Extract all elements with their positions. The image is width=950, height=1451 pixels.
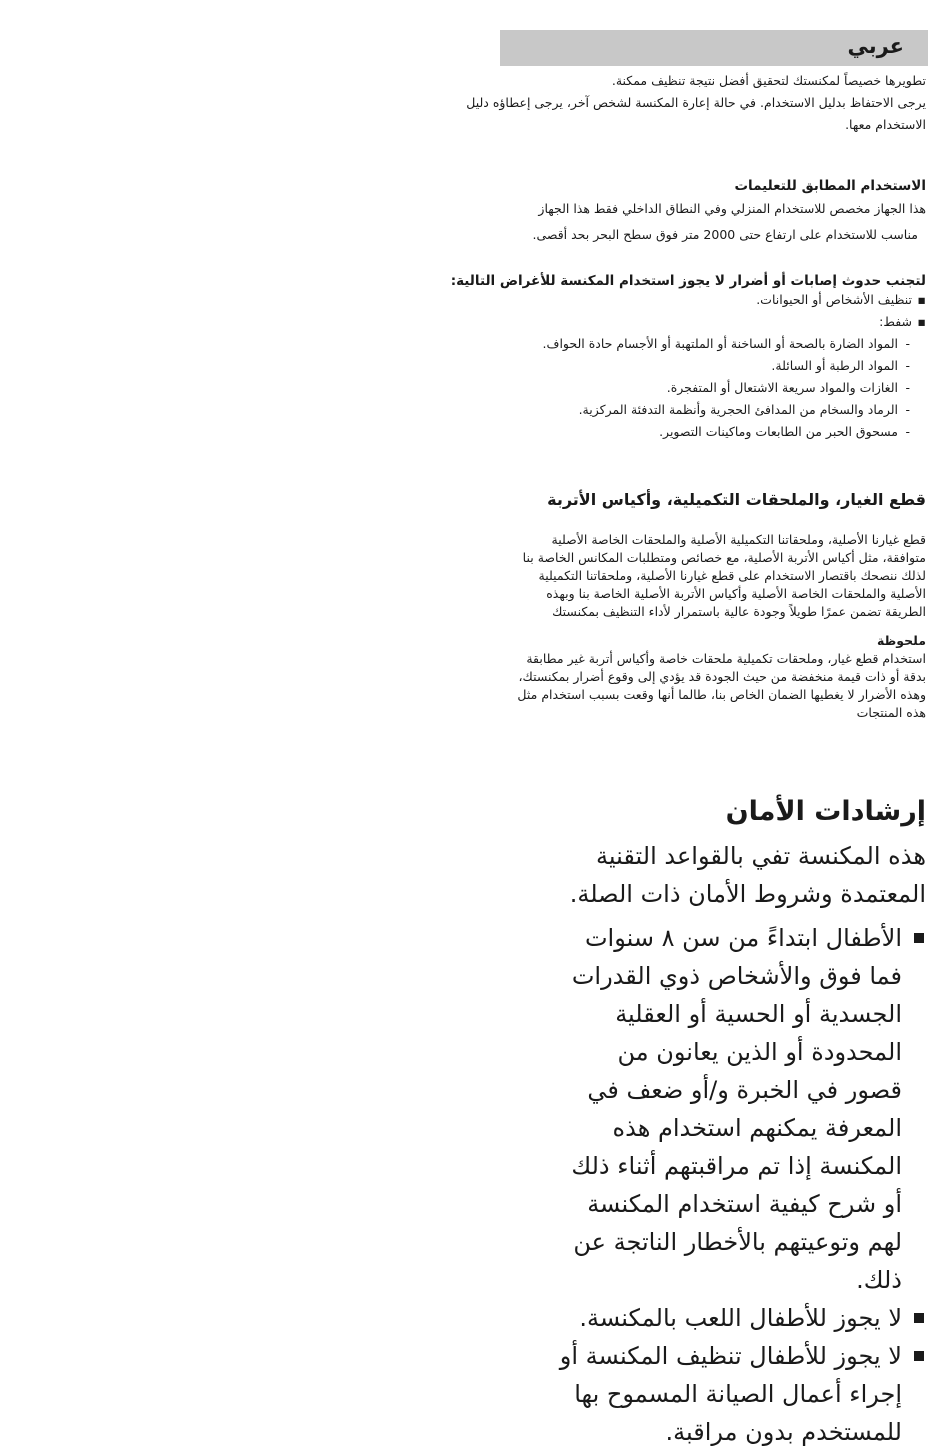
usage-line-2: مناسب للاستخدام على ارتفاع حتى 2000 متر فوق سطح البحر بحد أقصى. xyxy=(532,227,918,242)
parts-title: قطع الغيار، والملحقات التكميلية، وأكياس الأتربة xyxy=(547,490,926,509)
list-item: - الغازات والمواد سريعة الاشتعال أو المتفجرة. xyxy=(426,377,912,399)
list-item: ▪ شفط: xyxy=(426,311,926,333)
list-item: لا يجوز للأطفال اللعب بالمكنسة. xyxy=(556,1299,926,1337)
note-body: استخدام قطع غيار، وملحقات تكميلية ملحقات خاصة وأكياس أتربة غير مطابقة بدقة أو ذات قيمة منخفضة من حيث الجودة قد يؤدي إلى وقوع أضرار بمكنستك، وهذه الأضرار لا يغطيها الضمان الخاص بنا، طالما أنها وقعت بسبب استخدام مثل هذه المنتجات xyxy=(517,651,926,720)
safety-list xyxy=(556,919,926,1451)
safety-section xyxy=(556,796,926,1451)
list-item: - مسحوق الحبر من الطابعات وماكينات التصوير. xyxy=(426,421,912,443)
intro-text xyxy=(436,70,926,136)
list-item: - المواد الرطبة أو السائلة. xyxy=(426,355,912,377)
avoid-bullet-list xyxy=(426,289,926,333)
list-item: الأطفال ابتداءً من سن ٨ سنوات فما فوق والأشخاص ذوي القدرات الجسدية أو الحسية أو العقلية المحدودة أو الذين يعانون من قصور في الخبرة و/أو ضعف في المعرفة يمكنهم استخدام هذه المكنسة إذا تم مراقبتهم أثناء ذلك أو شرح كيفية استخدام المكنسة لهم وتوعيتهم بالأخطار الناتجة عن ذلك. xyxy=(556,919,926,1299)
avoid-section xyxy=(426,273,926,443)
language-header-bar xyxy=(500,30,928,66)
list-item: - الرماد والسخام من المدافئ الحجرية وأنظمة التدفئة المركزية. xyxy=(426,399,912,421)
list-item: - المواد الضارة بالصحة أو الساخنة أو الملتهبة أو الأجسام حادة الحواف. xyxy=(426,333,912,355)
language-label: عربي xyxy=(847,34,904,58)
avoid-title: لتجنب حدوث إصابات أو أضرار لا يجوز استخدام المكنسة للأغراض التالية: xyxy=(450,273,926,289)
usage-section xyxy=(426,178,926,246)
safety-title: إرشادات الأمان xyxy=(725,796,926,827)
usage-line-1: هذا الجهاز مخصص للاستخدام المنزلي وفي النطاق الداخلي فقط هذا الجهاز xyxy=(538,201,926,216)
parts-section xyxy=(506,490,926,722)
intro-line-2: يرجى الاحتفاظ بدليل الاستخدام. في حالة إعارة المكنسة لشخص آخر، يرجى إعطاؤه دليل الاستخدام معها. xyxy=(466,95,926,132)
safety-intro: هذه المكنسة تفي بالقواعد التقنية المعتمدة وشروط الأمان ذات الصلة. xyxy=(569,842,926,908)
intro-line-1: تطويرها خصيصاً لمكنستك لتحقيق أفضل نتيجة تنظيف ممكنة. xyxy=(611,73,926,88)
list-item: لا يجوز للأطفال تنظيف المكنسة أو إجراء أعمال الصيانة المسموح بها للمستخدم بدون مراقبة. xyxy=(556,1337,926,1451)
avoid-dash-list xyxy=(426,333,926,443)
note-title: ملحوظة xyxy=(876,633,926,648)
list-item: ▪ تنظيف الأشخاص أو الحيوانات. xyxy=(426,289,926,311)
parts-body: قطع غيارنا الأصلية، وملحقاتنا التكميلية الأصلية والملحقات الخاصة الأصلية متوافقة، مثل أكياس الأتربة الأصلية، مع خصائص ومتطلبات المكانس الخاصة بنا لذلك ننصحك باقتصار الاستخدام على قطع غيارنا الأصلية، وملحقاتنا التكميلية الأصلية والملحقات الخاصة الأصلية وأكياس الأتربة الأصلية الخاصة بنا وبهذه الطريقة تضمن عمرًا طويلاً وجودة عالية باستمرار لأداء التنظيف بمكنستك xyxy=(522,532,926,619)
usage-title: الاستخدام المطابق للتعليمات xyxy=(734,178,926,194)
